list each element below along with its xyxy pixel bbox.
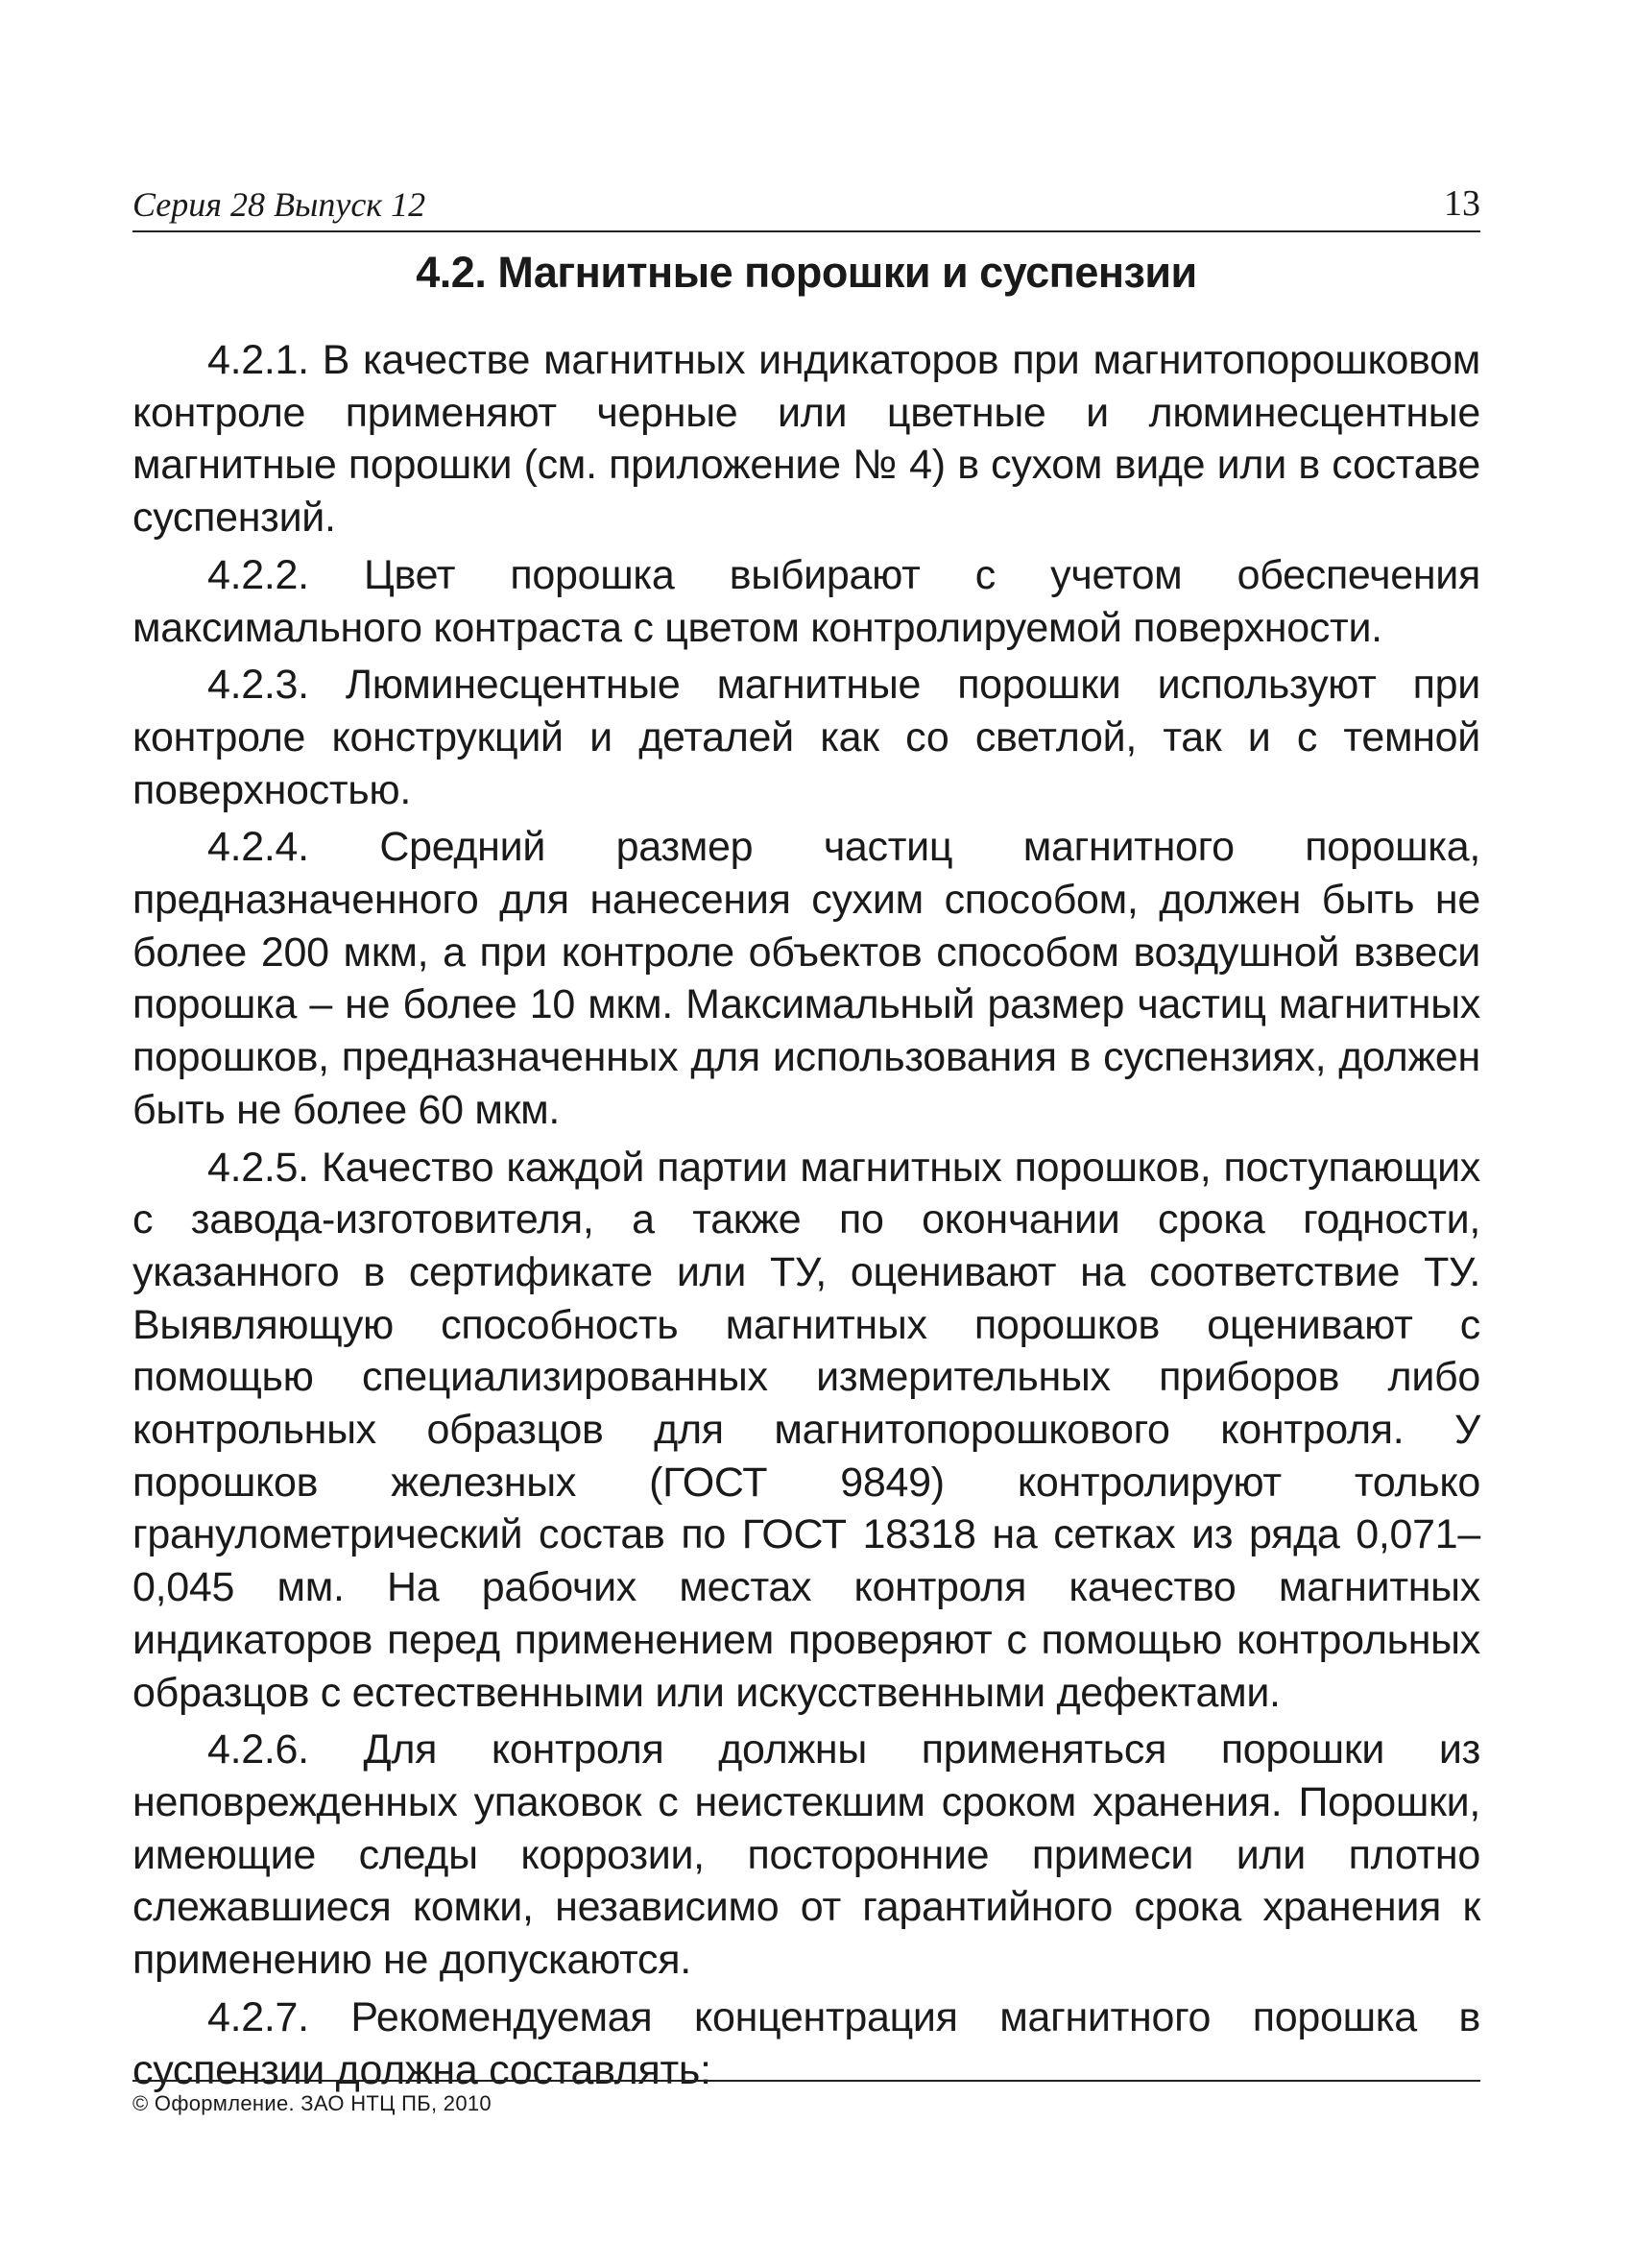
section-heading: 4.2. Магнитные порошки и суспензии [416,248,1197,297]
paragraph-4-2-1: 4.2.1. В качестве магнитных индикаторов при магнитопорошковом контроле применяют черные или цветные и люминесцентные магнитные порошки (см. приложение № 4) в сухом виде или в составе суспензий. [132,337,1480,542]
paragraph-4-2-4: 4.2.4. Средний размер частиц магнитного порошка, предназначенного для нанесения сухим способом, должен быть не более 200 мкм, а при контроле объектов способом воздушной взвеси порошка – не более 10 мкм. Максимальный размер частиц магнитных порошков, предназначенных для использования в суспензиях, должен быть не более 60 мкм. [132,824,1480,1133]
page-number: 13 [1444,183,1480,224]
paragraph-4-2-5: 4.2.5. Качество каждой партии магнитных порошков, поступающих с завода-изготовителя, а также по окончании срока годности, указанного в сертификате или ТУ, оценивают на соответствие ТУ. Выявляющую способность магнитных порошков оценивают с помощью специализированных измерительных приборов либо контрольных образцов для магнитопорошкового контроля. У порошков железных (ГОСТ 9849) контролируют только гранулометрический состав по ГОСТ 18318 на сетках из ряда 0,071–0,045 мм. На рабочих местах контроля качество магнитных индикаторов перед применением проверяют с помощью контрольных образцов с естественными или искусственными дефектами. [132,1144,1480,1716]
paragraph-4-2-3: 4.2.3. Люминесцентные магнитные порошки используют при контроле конструкций и деталей как со светлой, так и с темной поверхностью. [132,662,1480,813]
paragraph-4-2-6: 4.2.6. Для контроля должны применяться порошки из неповрежденных упаковок с неистекшим сроком хранения. Порошки, имеющие следы коррозии, посторонние примеси или плотно слежавшиеся комки, независимо от гарантийного срока хранения к применению не допускаются. [132,1726,1480,1984]
body-text [132,334,1480,2101]
series-title: Серия 28 Выпуск 12 [132,185,426,224]
paragraph-4-2-2: 4.2.2. Цвет порошка выбирают с учетом обеспечения максимального контраста с цветом контролируемой поверхности. [132,551,1480,651]
paragraph-4-2-7: 4.2.7. Рекомендуемая концентрация магнитного порошка в суспензии должна составлять: [132,1993,1480,2093]
copyright-footer: © Оформление. ЗАО НТЦ ПБ, 2010 [132,2080,1480,2116]
running-header [132,181,1480,232]
